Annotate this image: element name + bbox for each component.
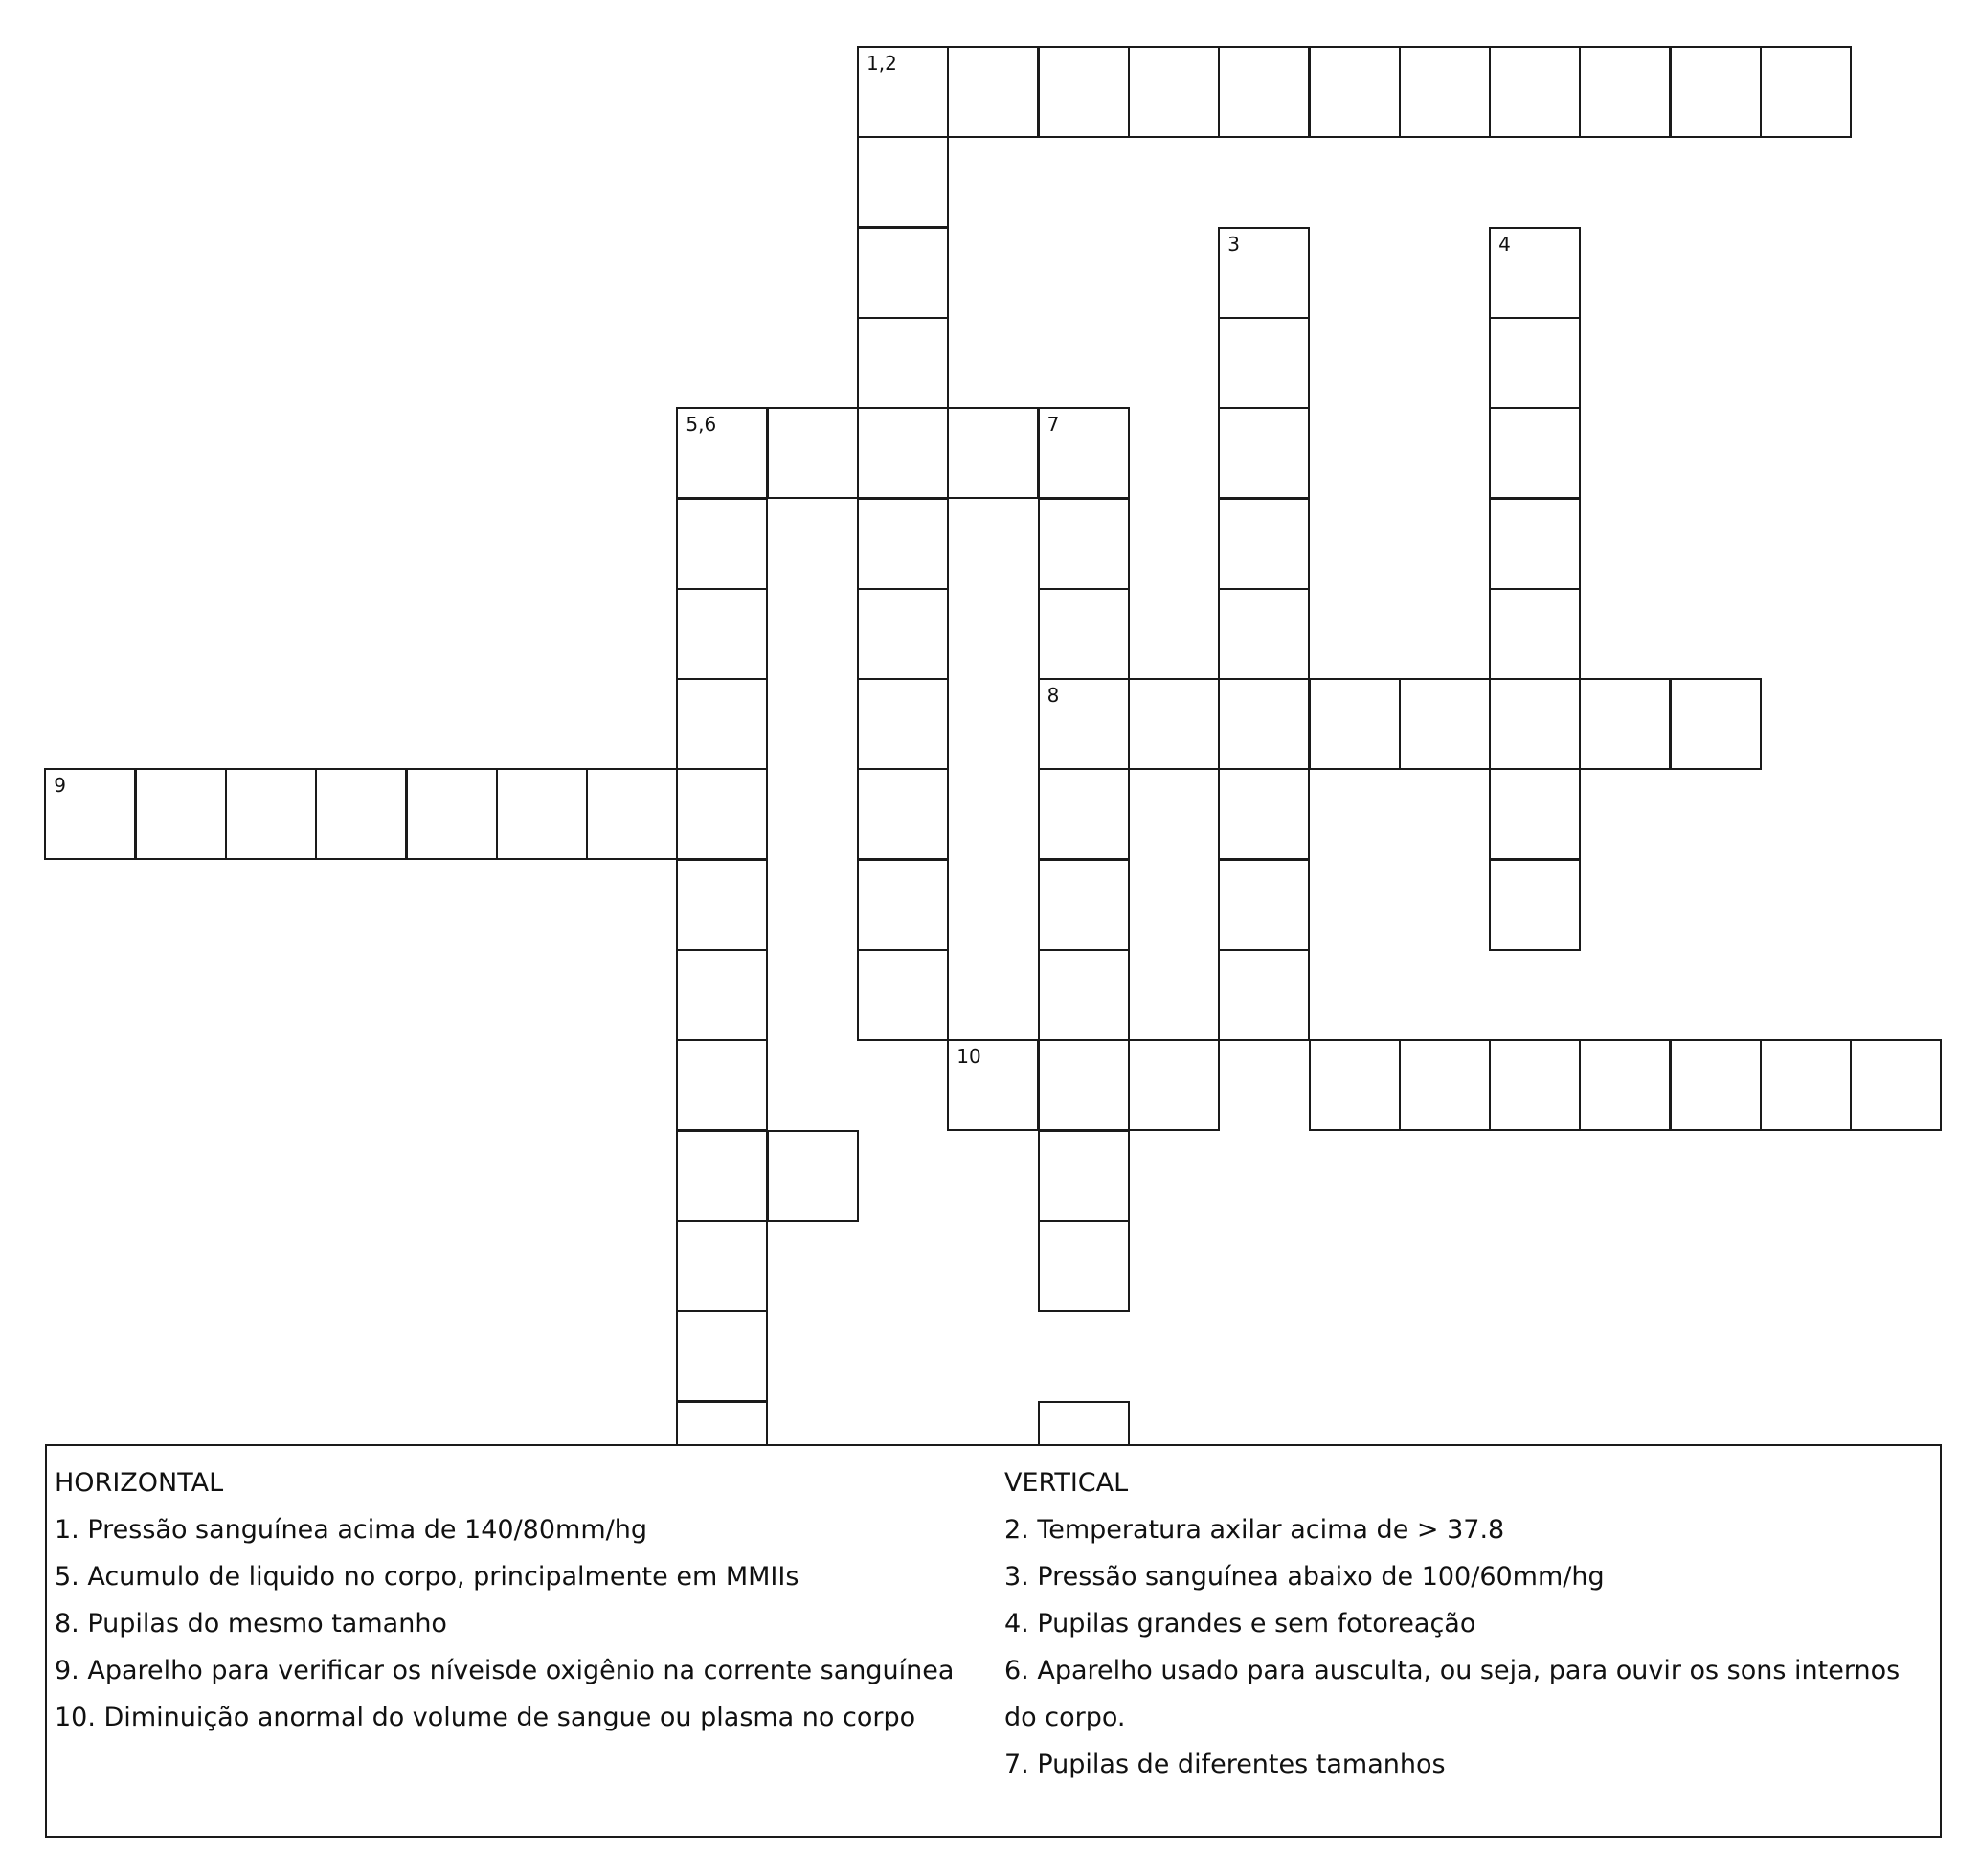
crossword-cell[interactable] [1128, 1039, 1220, 1131]
crossword-cell[interactable] [496, 768, 588, 860]
crossword-cell[interactable] [1489, 46, 1581, 138]
crossword-cell[interactable] [1218, 768, 1310, 860]
crossword-cell[interactable] [1309, 46, 1401, 138]
clue-vertical-2: 2. Temperatura axilar acima de > 37.8 [1004, 1515, 1505, 1545]
crossword-cell[interactable] [1218, 949, 1310, 1041]
crossword-cell[interactable] [1038, 678, 1130, 770]
crossword-cell[interactable] [1579, 678, 1671, 770]
clue-horizontal-5: 5. Acumulo de liquido no corpo, principalmente em MMIIs [55, 1562, 799, 1592]
crossword-cell[interactable] [1760, 1039, 1852, 1131]
crossword-cell[interactable] [315, 768, 407, 860]
crossword-cell[interactable] [857, 136, 949, 228]
crossword-cell[interactable] [1038, 407, 1130, 499]
crossword-cell[interactable] [1489, 588, 1581, 680]
crossword-cell[interactable] [1218, 498, 1310, 590]
cell-number: 3 [1227, 232, 1240, 256]
crossword-cell[interactable] [676, 949, 768, 1041]
crossword-cell[interactable] [857, 407, 949, 499]
crossword-cell[interactable] [1489, 227, 1581, 319]
crossword-cell[interactable] [1038, 498, 1130, 590]
crossword-cell[interactable] [1489, 1039, 1581, 1131]
crossword-cell[interactable] [676, 588, 768, 680]
crossword-cell[interactable] [1038, 46, 1130, 138]
crossword-cell[interactable] [676, 1220, 768, 1312]
crossword-cell[interactable] [1038, 1220, 1130, 1312]
crossword-cell[interactable] [676, 1039, 768, 1131]
crossword-cell[interactable] [44, 768, 136, 860]
clue-horizontal-1: 1. Pressão sanguínea acima de 140/80mm/hg [55, 1515, 647, 1545]
crossword-cell[interactable] [857, 768, 949, 860]
crossword-cell[interactable] [947, 46, 1039, 138]
crossword-cell[interactable] [1038, 1130, 1130, 1222]
clues-box [45, 1444, 1942, 1838]
clue-vertical-3: 3. Pressão sanguínea abaixo de 100/60mm/hg [1004, 1562, 1605, 1592]
crossword-cell[interactable] [1218, 859, 1310, 951]
crossword-cell[interactable] [1579, 46, 1671, 138]
crossword-cell[interactable] [1399, 678, 1491, 770]
cell-number: 7 [1046, 413, 1060, 437]
crossword-cell[interactable] [1218, 407, 1310, 499]
crossword-cell[interactable] [1128, 678, 1220, 770]
crossword-cell[interactable] [676, 407, 768, 499]
crossword-cell[interactable] [1038, 949, 1130, 1041]
crossword-cell[interactable] [947, 1039, 1039, 1131]
cell-number: 9 [54, 774, 67, 798]
crossword-cell[interactable] [135, 768, 227, 860]
crossword-cell[interactable] [1218, 588, 1310, 680]
crossword-cell[interactable] [1399, 46, 1491, 138]
crossword-cell[interactable] [1670, 678, 1762, 770]
cell-number: 8 [1046, 684, 1060, 708]
crossword-cell[interactable] [857, 588, 949, 680]
crossword-cell[interactable] [857, 949, 949, 1041]
crossword-cell[interactable] [1038, 588, 1130, 680]
crossword-cell[interactable] [1218, 46, 1310, 138]
crossword-cell[interactable] [1309, 678, 1401, 770]
crossword-cell[interactable] [1218, 317, 1310, 409]
crossword-cell[interactable] [1038, 768, 1130, 860]
horizontal-heading: HORIZONTAL [55, 1468, 224, 1498]
crossword-cell[interactable] [1670, 46, 1762, 138]
clue-horizontal-9: 9. Aparelho para verificar os níveisde oxigênio na corrente sanguínea [55, 1656, 955, 1685]
crossword-cell[interactable] [225, 768, 317, 860]
cell-number: 4 [1498, 232, 1511, 256]
cell-number: 1,2 [866, 52, 897, 75]
crossword-cell[interactable] [857, 859, 949, 951]
crossword-cell[interactable] [676, 678, 768, 770]
crossword-cell[interactable] [857, 678, 949, 770]
crossword-cell[interactable] [676, 1310, 768, 1402]
crossword-cell[interactable] [857, 227, 949, 319]
crossword-cell[interactable] [1489, 678, 1581, 770]
crossword-cell[interactable] [767, 1130, 859, 1222]
clue-vertical-7: 7. Pupilas de diferentes tamanhos [1004, 1750, 1446, 1779]
crossword-cell[interactable] [1309, 1039, 1401, 1131]
crossword-cell[interactable] [1670, 1039, 1762, 1131]
crossword-cell[interactable] [1038, 859, 1130, 951]
crossword-cell[interactable] [1399, 1039, 1491, 1131]
cell-number: 5,6 [686, 413, 717, 437]
crossword-cell[interactable] [1489, 768, 1581, 860]
crossword-cell[interactable] [1760, 46, 1852, 138]
crossword-cell[interactable] [857, 498, 949, 590]
crossword-cell[interactable] [1489, 859, 1581, 951]
crossword-cell[interactable] [857, 46, 949, 138]
crossword-cell[interactable] [406, 768, 498, 860]
crossword-cell[interactable] [947, 407, 1039, 499]
crossword-cell[interactable] [767, 407, 859, 499]
crossword-cell[interactable] [1850, 1039, 1942, 1131]
crossword-cell[interactable] [1218, 678, 1310, 770]
clues-vertical [1004, 1459, 1938, 1788]
cell-number: 10 [956, 1045, 981, 1069]
clues-horizontal [55, 1459, 993, 1741]
crossword-cell[interactable] [1128, 46, 1220, 138]
crossword-cell[interactable] [1579, 1039, 1671, 1131]
crossword-cell[interactable] [1489, 407, 1581, 499]
crossword-cell[interactable] [586, 768, 678, 860]
crossword-cell[interactable] [1218, 227, 1310, 319]
vertical-heading: VERTICAL [1004, 1468, 1129, 1498]
crossword-cell[interactable] [676, 498, 768, 590]
crossword-cell[interactable] [1038, 1039, 1130, 1131]
crossword-cell[interactable] [1489, 317, 1581, 409]
crossword-cell[interactable] [857, 317, 949, 409]
clue-horizontal-10: 10. Diminuição anormal do volume de sangue ou plasma no corpo [55, 1703, 916, 1732]
crossword-cell[interactable] [676, 859, 768, 951]
clue-vertical-4: 4. Pupilas grandes e sem fotoreação [1004, 1609, 1476, 1639]
crossword-cell[interactable] [1489, 498, 1581, 590]
crossword-cell[interactable] [676, 768, 768, 860]
clue-horizontal-8: 8. Pupilas do mesmo tamanho [55, 1609, 447, 1639]
crossword-cell[interactable] [676, 1130, 768, 1222]
clue-vertical-6: 6. Aparelho usado para ausculta, ou seja, para ouvir os sons internos do corpo. [1004, 1656, 1901, 1732]
